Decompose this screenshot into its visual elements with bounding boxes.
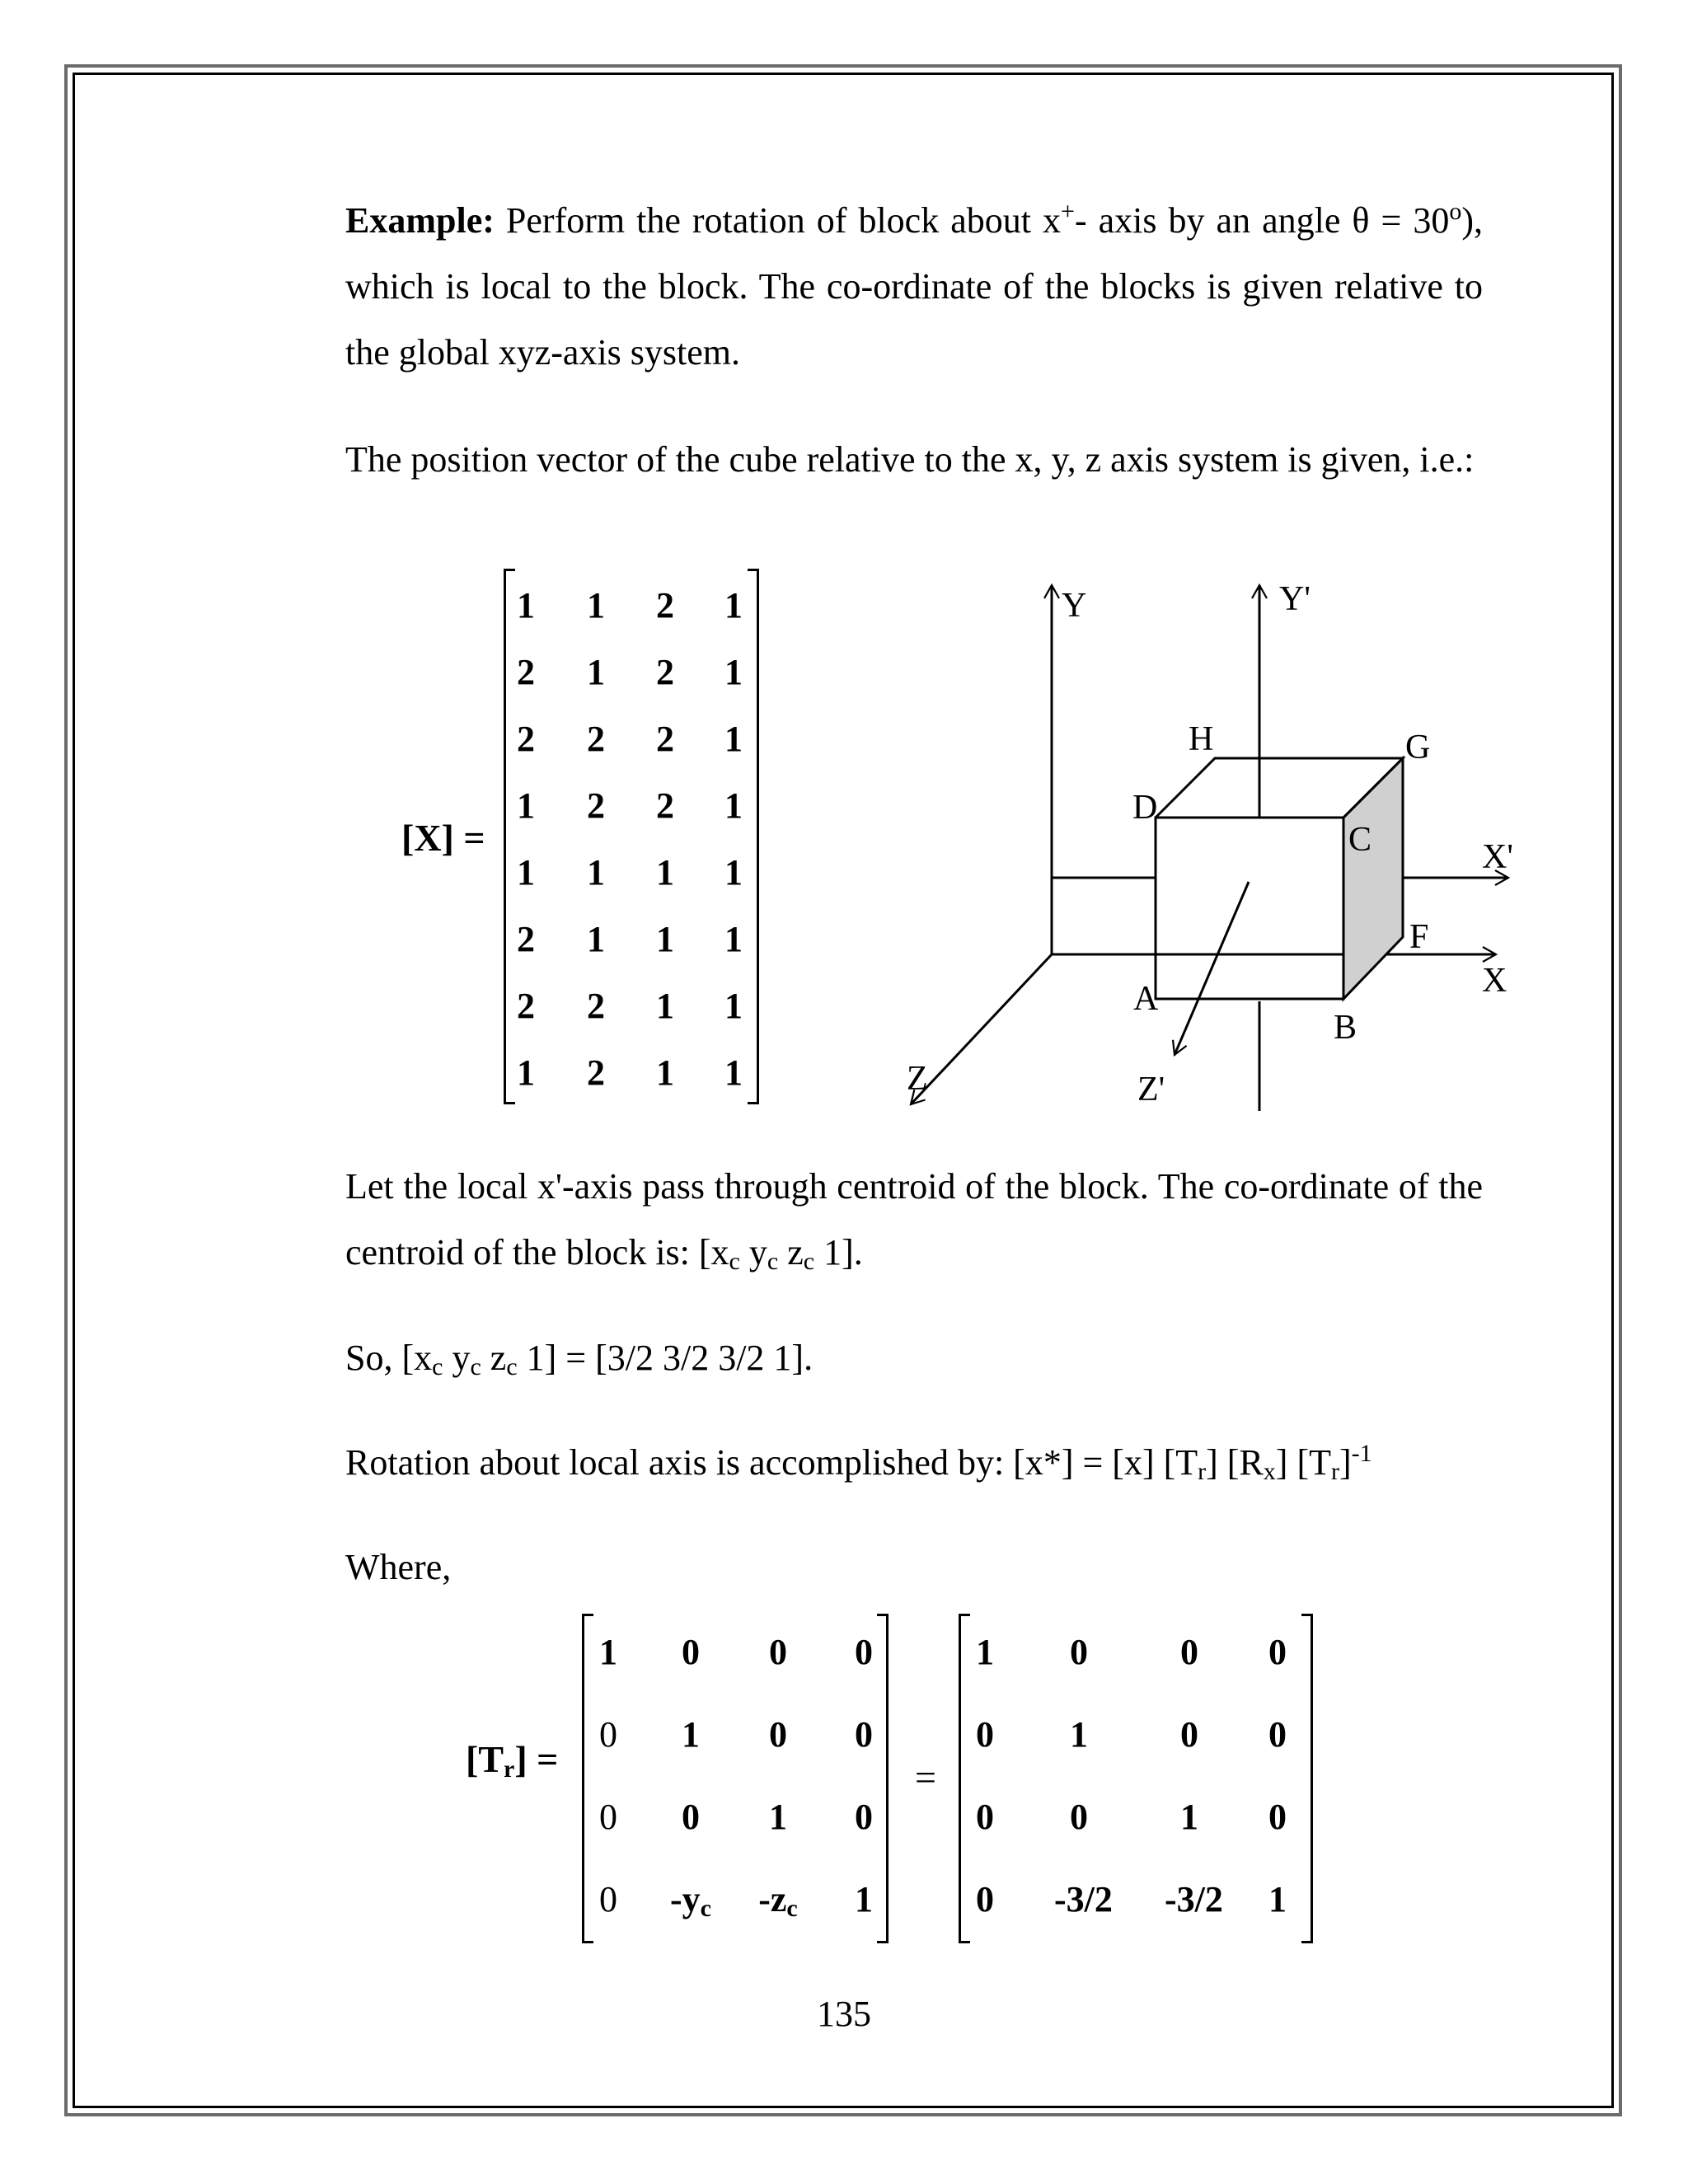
matrix-cell: 1 (587, 852, 605, 893)
matrix-cell: 0 (855, 1714, 873, 1755)
matrix-cell: 0 (682, 1797, 700, 1837)
matrix-cell: 2 (517, 986, 535, 1026)
matrix-cell: 0 (769, 1632, 787, 1672)
cube-front-face (1156, 818, 1343, 999)
matrix-cell: 0 (599, 1714, 617, 1755)
matrix-cell: 0 (1070, 1632, 1088, 1672)
matrix-cell: 1 (599, 1632, 617, 1672)
matrix-cell: 1 (656, 919, 674, 959)
matrix-cell: 1 (724, 919, 743, 959)
matrix-cell: 2 (517, 652, 535, 692)
matrix-cell: 2 (656, 719, 674, 759)
matrix-cell: 1 (724, 785, 743, 826)
matrix-cell: 2 (517, 919, 535, 959)
matrix-cell: 2 (587, 785, 605, 826)
matrix-cell: 0 (1180, 1632, 1198, 1672)
matrix-tr-symbolic (582, 1614, 889, 1943)
matrix-cell: 1 (517, 852, 535, 893)
matrix-x (504, 569, 759, 1104)
matrix-cell: -3/2 (1165, 1879, 1223, 1919)
centroid-paragraph: Let the local x'-axis pass through centroid of the block. The co-ordinate of the centroid of the block is: [$x_c$ $y_c$ $z_c$ 1]. (345, 1166, 1483, 1275)
matrix-cell: 1 (682, 1714, 700, 1755)
matrix-tr-numeric (959, 1614, 1313, 1943)
where-label: Where, (345, 1547, 452, 1587)
vertex-g-label: G (1405, 729, 1431, 766)
matrix-cell: 2 (587, 1052, 605, 1093)
example-label: Example: (345, 200, 495, 241)
vertex-f-label: F (1409, 918, 1429, 956)
vertex-h-label: H (1189, 720, 1214, 758)
matrix-cell: 1 (724, 852, 743, 893)
matrix-cell: 1 (1180, 1797, 1198, 1837)
z-prime-axis-line (1175, 882, 1249, 1055)
matrix-cell: 1 (855, 1879, 873, 1919)
vertex-c-label: C (1348, 821, 1372, 859)
x-prime-axis-label: X' (1482, 838, 1513, 876)
matrix-cell: 1 (1268, 1879, 1287, 1919)
matrix-x-label: [X] = (401, 817, 485, 859)
matrix-cell: 0 (1070, 1797, 1088, 1837)
matrix-cell: 1 (517, 1052, 535, 1093)
matrix-cell: 1 (724, 585, 743, 626)
matrix-cell: -3/2 (1054, 1879, 1113, 1919)
position-vector-paragraph: The position vector of the cube relative to the x, y, z axis system is given, i.e.: (345, 439, 1475, 480)
matrix-cell: 1 (587, 652, 605, 692)
matrix-cell: 2 (587, 719, 605, 759)
matrix-cell: 0 (976, 1879, 994, 1919)
rotation-paragraph: Rotation about local axis is accomplished by: [x*] = [x] $[T_r]$ $[R_x]$ $[T_r]^{-1}$ (345, 1440, 1372, 1485)
matrix-cell: 1 (656, 852, 674, 893)
matrix-cell: 1 (517, 785, 535, 826)
matrix-cell: 0 (599, 1879, 617, 1919)
matrix-cell: 1 (724, 1052, 743, 1093)
z-axis-line (911, 954, 1052, 1104)
matrix-cell: 1 (587, 919, 605, 959)
matrix-cell: 0 (682, 1632, 700, 1672)
cube-axes-diagram (865, 560, 1558, 1137)
vertex-d-label: D (1132, 789, 1158, 827)
matrix-cell: 0 (855, 1797, 873, 1837)
matrix-cell: 2 (517, 719, 535, 759)
x-axis-label: X (1482, 962, 1507, 1000)
matrix-tr-label: $[T_r]$ = (466, 1738, 559, 1783)
y-axis-label: Y (1062, 587, 1087, 625)
matrix-cell: 1 (517, 585, 535, 626)
cube-right-face (1343, 758, 1403, 999)
matrix-cell: 0 (976, 1714, 994, 1755)
matrix-cell: 0 (855, 1632, 873, 1672)
y-prime-axis-label: Y' (1279, 580, 1311, 618)
matrix-cell: 1 (724, 719, 743, 759)
vertex-a-label: A (1133, 980, 1159, 1018)
vertex-b-label: B (1334, 1009, 1357, 1047)
matrix-cell: 1 (587, 585, 605, 626)
matrix-cell: 0 (769, 1714, 787, 1755)
matrix-cell: $-z_c$ (758, 1879, 798, 1922)
matrix-tr-numeric-right-bracket (1301, 1614, 1313, 1943)
matrix-cell: 0 (1268, 1632, 1287, 1672)
matrix-cell: 1 (1070, 1714, 1088, 1755)
matrix-cell: 0 (599, 1797, 617, 1837)
z-axis-label: Z (907, 1060, 928, 1098)
equals-sign: = (915, 1756, 936, 1798)
matrix-cell: 2 (656, 785, 674, 826)
matrix-cell: 0 (1268, 1797, 1287, 1837)
matrix-cell: 1 (656, 986, 674, 1026)
matrix-cell: 1 (976, 1632, 994, 1672)
matrix-cell: 1 (656, 1052, 674, 1093)
matrix-cell: 2 (656, 585, 674, 626)
matrix-cell: 2 (587, 986, 605, 1026)
z-prime-axis-label: Z' (1137, 1071, 1165, 1108)
matrix-cell: 0 (1268, 1714, 1287, 1755)
matrix-cell: $-y_c$ (670, 1879, 711, 1922)
matrix-cell: 1 (724, 652, 743, 692)
matrix-cell: 0 (976, 1797, 994, 1837)
matrix-cell: 0 (1180, 1714, 1198, 1755)
matrix-cell: 1 (769, 1797, 787, 1837)
matrix-cell: 2 (656, 652, 674, 692)
page-number: 135 (817, 1994, 871, 2034)
centroid-value-paragraph: So, [$x_c$ $y_c$ $z_c$ 1] = [3/2 3/2 3/2 1]. (345, 1338, 814, 1380)
matrix-cell: 1 (724, 986, 743, 1026)
example-paragraph: Example: Perform the rotation of block about x+- axis by an angle $\theta = 30^o$), which is local to the block. The co-ordinate of the blocks is given relative to the global xyz-axis system. (345, 198, 1483, 373)
